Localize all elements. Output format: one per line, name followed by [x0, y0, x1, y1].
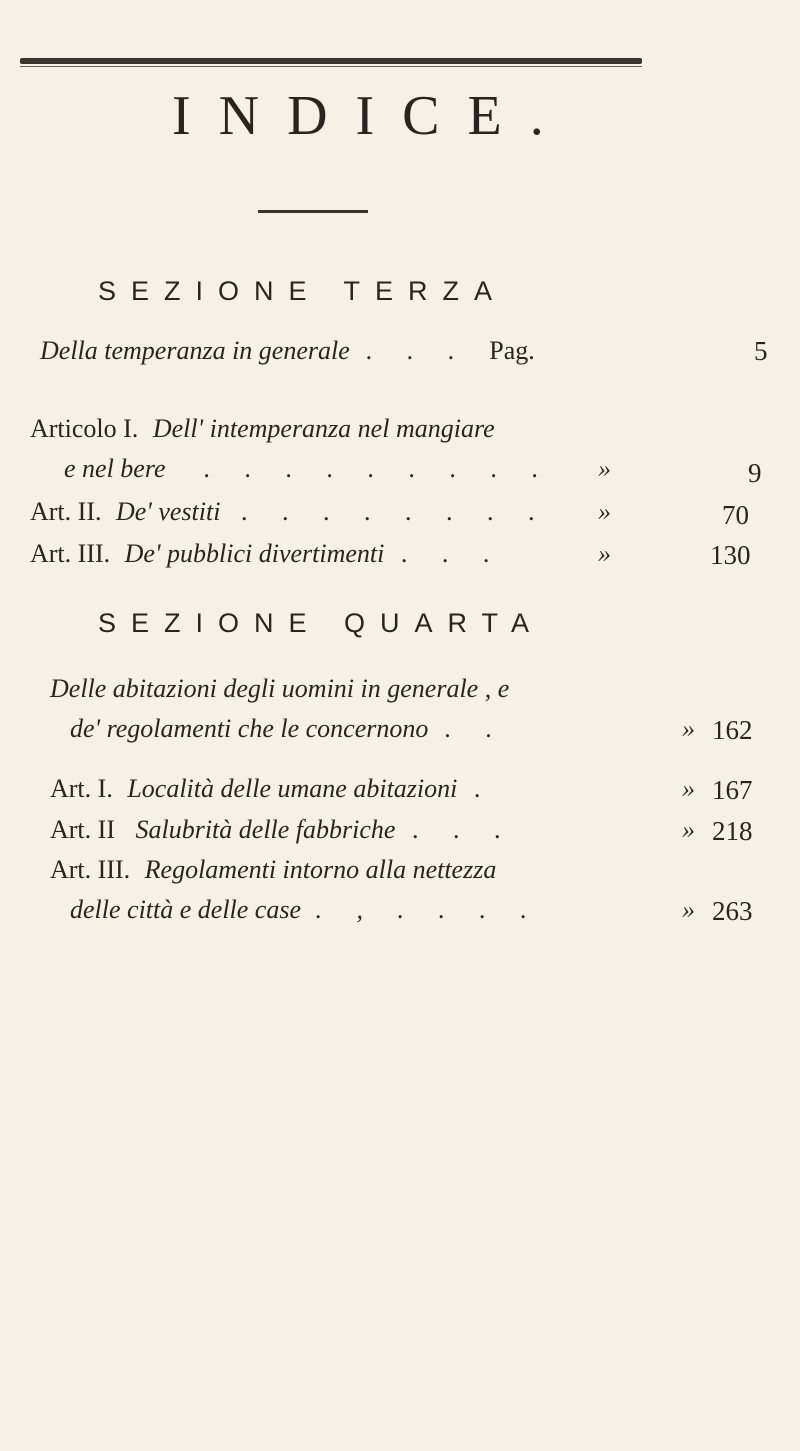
leader-dots: . . . — [400, 539, 504, 568]
article-prefix: Art. II — [50, 815, 115, 844]
article-title-cont: e nel bere — [64, 454, 166, 483]
ditto-marker: » — [598, 539, 611, 568]
ditto-marker: » — [682, 774, 695, 803]
ditto-marker: » — [598, 454, 611, 483]
leader-dots: . . — [444, 714, 507, 743]
page-number: 218 — [712, 816, 753, 846]
page-title: INDICE. — [172, 85, 572, 147]
intro-text-cont: de' regolamenti che le concernono — [70, 714, 429, 743]
intro-quarta-continued — [70, 716, 506, 742]
article-entry — [30, 416, 495, 442]
article-prefix: Art. I. — [50, 774, 113, 803]
ditto-marker: » — [682, 815, 695, 844]
article-entry-continued — [64, 456, 553, 482]
article-title-cont: delle città e delle case — [70, 895, 302, 924]
article-prefix: Art. III. — [50, 855, 131, 884]
ditto-marker: » — [682, 714, 695, 743]
top-rule — [20, 58, 642, 64]
page-number: 263 — [712, 896, 753, 926]
pag-label: Pag. — [489, 336, 535, 365]
top-rule-thin — [20, 66, 642, 67]
article-entry — [50, 817, 514, 843]
article-entry — [50, 776, 494, 802]
article-title: Dell' intemperanza nel mangiare — [152, 414, 495, 443]
intro-terza — [40, 338, 535, 364]
article-title: Salubrità delle fabbriche — [135, 815, 396, 844]
leader-dots: . , . . . . — [315, 895, 542, 924]
article-prefix: Articolo I. — [30, 414, 139, 443]
page-number: 70 — [722, 500, 749, 530]
page-number: 162 — [712, 715, 753, 745]
article-title: De' pubblici divertimenti — [124, 539, 385, 568]
article-entry — [50, 857, 496, 883]
article-title: Località delle umane abitazioni — [127, 774, 458, 803]
page-number: 130 — [710, 540, 751, 570]
section-heading-quarta: SEZIONE QUARTA — [98, 608, 545, 638]
intro-text: Delle abitazioni degli uomini in generale , e — [50, 674, 510, 703]
page-number: 5 — [754, 336, 768, 366]
title-divider — [258, 210, 368, 213]
ditto-marker: » — [682, 895, 695, 924]
article-title: De' vestiti — [115, 497, 221, 526]
page-number: 9 — [748, 458, 762, 488]
intro-quarta — [50, 676, 509, 702]
page-number: 167 — [712, 775, 753, 805]
leader-dots: . — [473, 774, 495, 803]
section-heading-terza: SEZIONE TERZA — [98, 276, 508, 306]
article-prefix: Art. II. — [30, 497, 102, 526]
article-prefix: Art. III. — [30, 539, 111, 568]
intro-text: Della temperanza in generale — [40, 336, 350, 365]
leader-dots: . . . — [366, 336, 469, 365]
leader-dots: . . . . . . . . . — [204, 454, 553, 483]
article-entry — [30, 541, 503, 567]
leader-dots: . . . — [411, 815, 515, 844]
article-title: Regolamenti intorno alla nettezza — [144, 855, 497, 884]
article-entry-continued — [70, 897, 541, 923]
leader-dots: . . . . . . . . — [240, 497, 549, 526]
article-entry — [30, 499, 548, 525]
ditto-marker: » — [598, 497, 611, 526]
